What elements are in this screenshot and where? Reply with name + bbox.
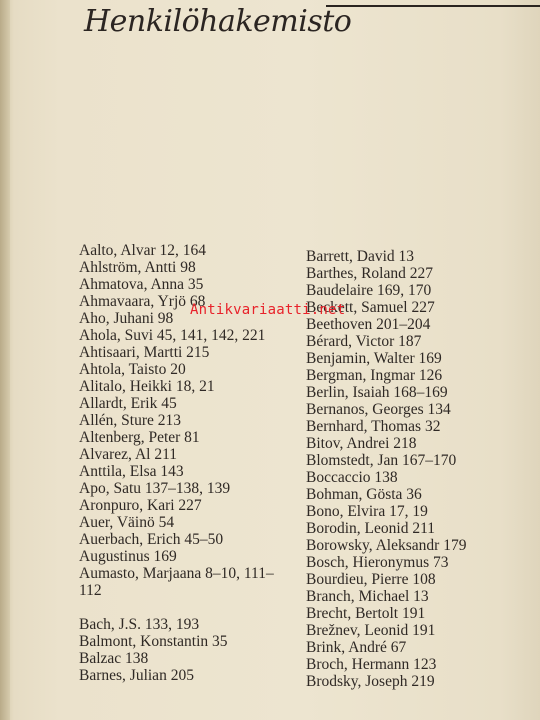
page-title: Henkilöhakemisto xyxy=(84,4,352,39)
index-entry: Ahmatova, Anna 35 xyxy=(79,276,204,293)
index-entry: Beethoven 201–204 xyxy=(306,316,431,333)
index-entry: Branch, Michael 13 xyxy=(306,588,429,605)
book-gutter xyxy=(0,0,10,720)
index-entry: Bourdieu, Pierre 108 xyxy=(306,571,436,588)
index-entry: Augustinus 169 xyxy=(79,548,177,565)
index-entry: Aalto, Alvar 12, 164 xyxy=(79,242,206,259)
index-entry: Ahlström, Antti 98 xyxy=(79,259,196,276)
index-entry: Allén, Sture 213 xyxy=(79,412,182,429)
index-entry: Bergman, Ingmar 126 xyxy=(306,367,443,384)
header-rule xyxy=(326,5,540,7)
index-entry: Bono, Elvira 17, 19 xyxy=(306,503,428,520)
index-entry: Bach, J.S. 133, 193 xyxy=(79,616,200,633)
index-entry: Beckett, Samuel 227 xyxy=(306,299,435,316)
index-entry: Bérard, Victor 187 xyxy=(306,333,422,350)
index-entry: Bernanos, Georges 134 xyxy=(306,401,451,418)
index-entry: Benjamin, Walter 169 xyxy=(306,350,442,367)
index-entry: Balmont, Konstantin 35 xyxy=(79,633,228,650)
index-entry: Barthes, Roland 227 xyxy=(306,265,433,282)
index-entry: Bosch, Hieronymus 73 xyxy=(306,554,449,571)
index-entry: Barrett, David 13 xyxy=(306,248,415,265)
index-entry: Ahmavaara, Yrjö 68 xyxy=(79,293,206,310)
index-entry: Allardt, Erik 45 xyxy=(79,395,177,412)
index-entry: Brodsky, Joseph 219 xyxy=(306,673,435,690)
index-entry: Brežnev, Leonid 191 xyxy=(306,622,436,639)
index-entry: Blomstedt, Jan 167–170 xyxy=(306,452,457,469)
index-entry: Aronpuro, Kari 227 xyxy=(79,497,202,514)
index-entry: Alvarez, Al 211 xyxy=(79,446,177,463)
index-entry: Anttila, Elsa 143 xyxy=(79,463,184,480)
index-entry: Auer, Väinö 54 xyxy=(79,514,175,531)
index-entry: 112 xyxy=(79,582,102,599)
index-entry: Altenberg, Peter 81 xyxy=(79,429,200,446)
index-entry: Baudelaire 169, 170 xyxy=(306,282,432,299)
index-entry: Ahtola, Taisto 20 xyxy=(79,361,186,378)
index-entry: Bernhard, Thomas 32 xyxy=(306,418,441,435)
watermark-text: Antikvariaatti.net xyxy=(190,302,346,318)
index-entry: Broch, Hermann 123 xyxy=(306,656,437,673)
index-entry: Bohman, Gösta 36 xyxy=(306,486,422,503)
index-entry: Apo, Satu 137–138, 139 xyxy=(79,480,231,497)
index-entry: Ahola, Suvi 45, 141, 142, 221 xyxy=(79,327,266,344)
index-entry: Alitalo, Heikki 18, 21 xyxy=(79,378,215,395)
index-entry: Borodin, Leonid 211 xyxy=(306,520,436,537)
index-entry: Borowsky, Aleksandr 179 xyxy=(306,537,467,554)
index-entry: Aho, Juhani 98 xyxy=(79,310,174,327)
index-entry: Ahtisaari, Martti 215 xyxy=(79,344,210,361)
index-gap xyxy=(79,599,274,616)
index-entry: Barnes, Julian 205 xyxy=(79,667,194,684)
index-entry: Auerbach, Erich 45–50 xyxy=(79,531,224,548)
index-entry: Aumasto, Marjaana 8–10, 111– xyxy=(79,565,274,582)
index-entry: Berlin, Isaiah 168–169 xyxy=(306,384,448,401)
index-entry: Boccaccio 138 xyxy=(306,469,398,486)
index-entry: Brecht, Bertolt 191 xyxy=(306,605,426,622)
index-entry: Brink, André 67 xyxy=(306,639,407,656)
index-entry: Balzac 138 xyxy=(79,650,149,667)
index-entry: Bitov, Andrei 218 xyxy=(306,435,417,452)
